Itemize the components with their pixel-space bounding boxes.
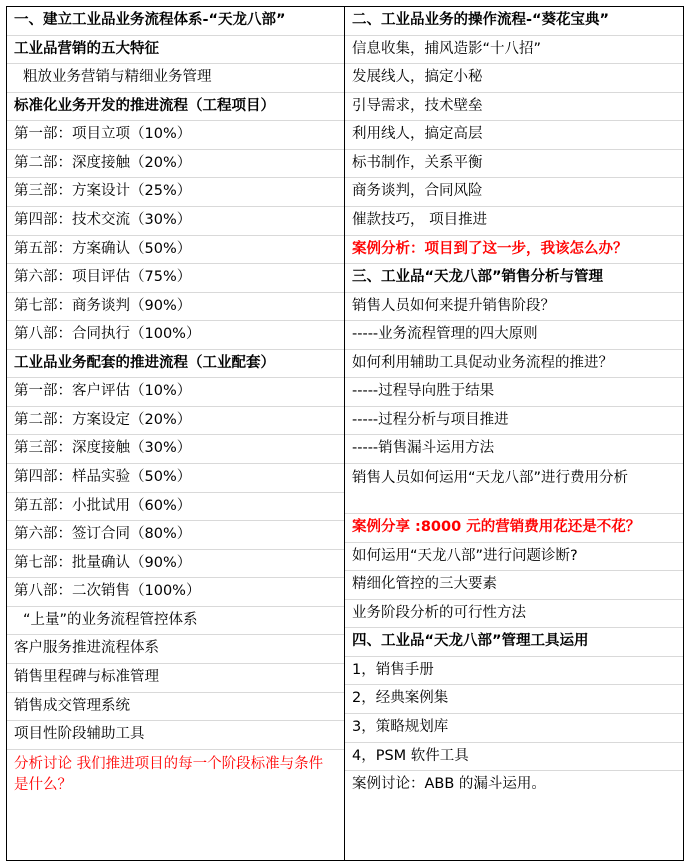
left-column: [7, 7, 345, 860]
outline-row: 第四部：样品实验（50%）: [7, 464, 344, 493]
right-column: [345, 7, 683, 860]
outline-row: 4，PSM 软件工具: [345, 743, 683, 772]
outline-row: -----过程导向胜于结果: [345, 378, 683, 407]
outline-row: 第四部：技术交流（30%）: [7, 207, 344, 236]
outline-row: -----业务流程管理的四大原则: [345, 321, 683, 350]
outline-row: 销售成交管理系统: [7, 693, 344, 722]
outline-row: 粗放业务营销与精细业务管理: [7, 64, 344, 93]
outline-row: 第五部：小批试用（60%）: [7, 493, 344, 522]
outline-row: 一、建立工业品业务流程体系-“天龙八部”: [7, 7, 344, 36]
outline-row: 利用线人，搞定高层: [345, 121, 683, 150]
outline-row: “上量”的业务流程管控体系: [7, 607, 344, 636]
two-column-outline-table: [6, 6, 684, 861]
outline-row: 销售人员如何运用“天龙八部”进行费用分析: [345, 464, 683, 514]
outline-row: -----销售漏斗运用方法: [345, 435, 683, 464]
outline-row: 1，销售手册: [345, 657, 683, 686]
outline-row: 分析讨论 我们推进项目的每一个阶段标准与条件是什么？: [14, 755, 324, 794]
outline-row: 第二部：深度接触（20%）: [7, 150, 344, 179]
outline-row: 发展线人，搞定小秘: [345, 64, 683, 93]
outline-row: 工业品业务配套的推进流程（工业配套）: [7, 350, 344, 379]
outline-row: 标准化业务开发的推进流程（工程项目）: [7, 93, 344, 122]
outline-row: 业务阶段分析的可行性方法: [345, 600, 683, 629]
outline-row: 第八部：合同执行（100%）: [7, 321, 344, 350]
outline-row: -----过程分析与项目推进: [345, 407, 683, 436]
outline-row: 二、工业品业务的操作流程-“葵花宝典”: [345, 7, 683, 36]
outline-row: 第五部：方案确认（50%）: [7, 236, 344, 265]
outline-row: 案例分析：项目到了这一步，我该怎么办？: [345, 236, 683, 265]
outline-row: 信息收集，捕风造影“十八招”: [345, 36, 683, 65]
outline-row: 销售里程碑与标准管理: [7, 664, 344, 693]
outline-row: 四、工业品“天龙八部”管理工具运用: [345, 628, 683, 657]
outline-row: 案例分享 :8000 元的营销费用花还是不花？: [345, 514, 683, 543]
outline-row: 第二部：方案设定（20%）: [7, 407, 344, 436]
outline-row: 商务谈判，合同风险: [345, 178, 683, 207]
outline-row: 销售人员如何来提升销售阶段？: [345, 293, 683, 322]
outline-row: 第一部：客户评估（10%）: [7, 378, 344, 407]
outline-row: 第三部：深度接触（30%）: [7, 435, 344, 464]
outline-row: 第八部：二次销售（100%）: [7, 578, 344, 607]
column-spacer: [345, 799, 683, 860]
outline-row: 如何利用辅助工具促动业务流程的推进？: [345, 350, 683, 379]
outline-row: 三、工业品“天龙八部”销售分析与管理: [345, 264, 683, 293]
outline-row: 第一部：项目立项（10%）: [7, 121, 344, 150]
outline-row: 客户服务推进流程体系: [7, 635, 344, 664]
outline-row: 第七部：商务谈判（90%）: [7, 293, 344, 322]
outline-row: 案例讨论：ABB 的漏斗运用。: [352, 776, 546, 793]
outline-row: 精细化管控的三大要素: [345, 571, 683, 600]
outline-row: 如何运用“天龙八部”进行问题诊断?: [345, 543, 683, 572]
outline-row: 项目性阶段辅助工具: [7, 721, 344, 750]
outline-row: 第六部：项目评估（75%）: [7, 264, 344, 293]
outline-row: 引导需求，技术壁垒: [345, 93, 683, 122]
outline-row: 第六部：签订合同（80%）: [7, 521, 344, 550]
outline-row: 第七部：批量确认（90%）: [7, 550, 344, 579]
outline-row: 第三部：方案设计（25%）: [7, 178, 344, 207]
outline-row: 3，策略规划库: [345, 714, 683, 743]
outline-row: 标书制作，关系平衡: [345, 150, 683, 179]
outline-row: 催款技巧， 项目推进: [345, 207, 683, 236]
outline-row: 工业品营销的五大特征: [7, 36, 344, 65]
column-spacer: [7, 801, 344, 860]
outline-row: 2，经典案例集: [345, 685, 683, 714]
